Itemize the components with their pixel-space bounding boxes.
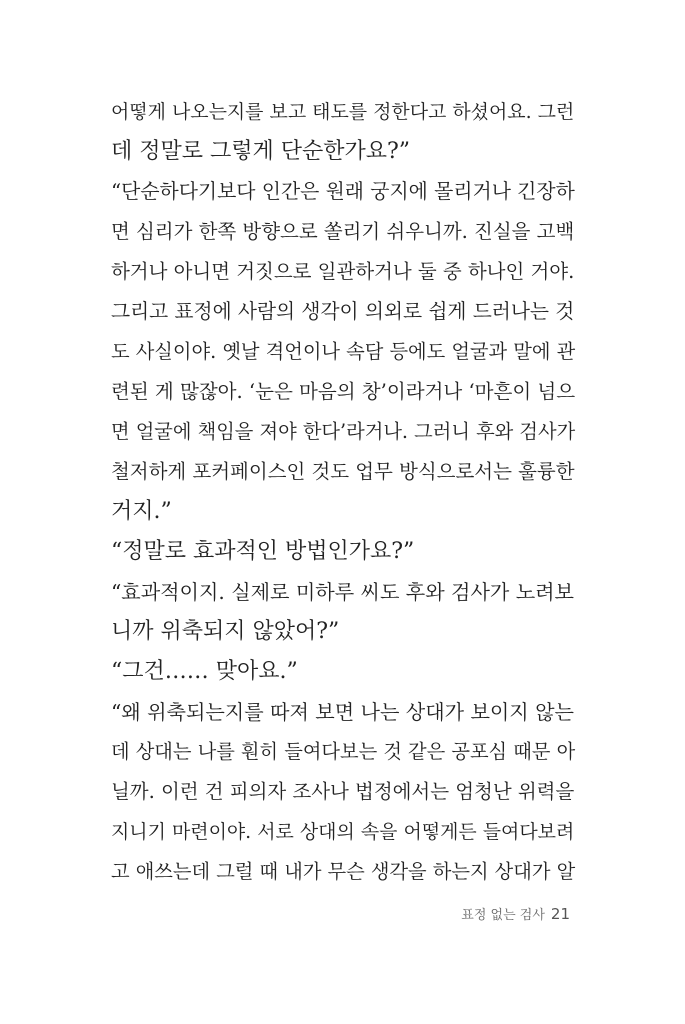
text-line: “왜 위축되는지를 따져 보면 나는 상대가 보이지 않는 [111,700,574,724]
text-line: “효과적이지. 실제로 미하루 씨도 후와 검사가 노려보 [111,580,574,604]
text-line: 거지.” [111,499,172,524]
text-line: 련된 게 많잖아. ‘눈은 마음의 창’이라거나 ‘마흔이 넘으 [111,380,576,403]
text-line: 고 애쓰는데 그럴 때 내가 무슨 생각을 하는지 상대가 알 [111,860,576,883]
page-number: 21 [550,905,570,923]
text-line: 데 정말로 그렇게 단순한가요?” [111,139,411,164]
text-line: 닐까. 이런 건 피의자 조사나 법정에서는 엄청난 위력을 [111,780,575,803]
page-footer [461,904,570,923]
text-line: 그리고 표정에 사람의 생각이 의외로 쉽게 드러나는 것 [111,300,575,323]
text-line: “정말로 효과적인 방법인가요?” [111,539,415,564]
text-line: 하거나 아니면 거짓으로 일관하거나 둘 중 하나인 거야. [111,260,575,283]
text-line: 지니기 마련이야. 서로 상대의 속을 어떻게든 들여다보려 [111,821,575,843]
running-title: 표정 없는 검사 [461,908,545,923]
text-line: “단순하다기보다 인간은 원래 궁지에 몰리거나 긴장하 [111,180,575,203]
text-line: 어떻게 나오는지를 보고 태도를 정한다고 하셨어요. 그런 [111,101,575,123]
text-line: “그건…… 맞아요.” [111,659,298,684]
text-line: 면 심리가 한쪽 방향으로 쏠리기 쉬우니까. 진실을 고백 [111,220,575,243]
text-line: 도 사실이야. 옛날 격언이나 속담 등에도 얼굴과 말에 관 [111,340,576,363]
text-line: 철저하게 포커페이스인 것도 업무 방식으로서는 훌륭한 [111,460,575,483]
text-line: 데 상대는 나를 훤히 들여다보는 것 같은 공포심 때문 아 [111,740,576,763]
text-line: 니까 위축되지 않았어?” [111,619,340,644]
text-line: 면 얼굴에 책임을 져야 한다’라거나. 그러니 후와 검사가 [111,420,576,443]
